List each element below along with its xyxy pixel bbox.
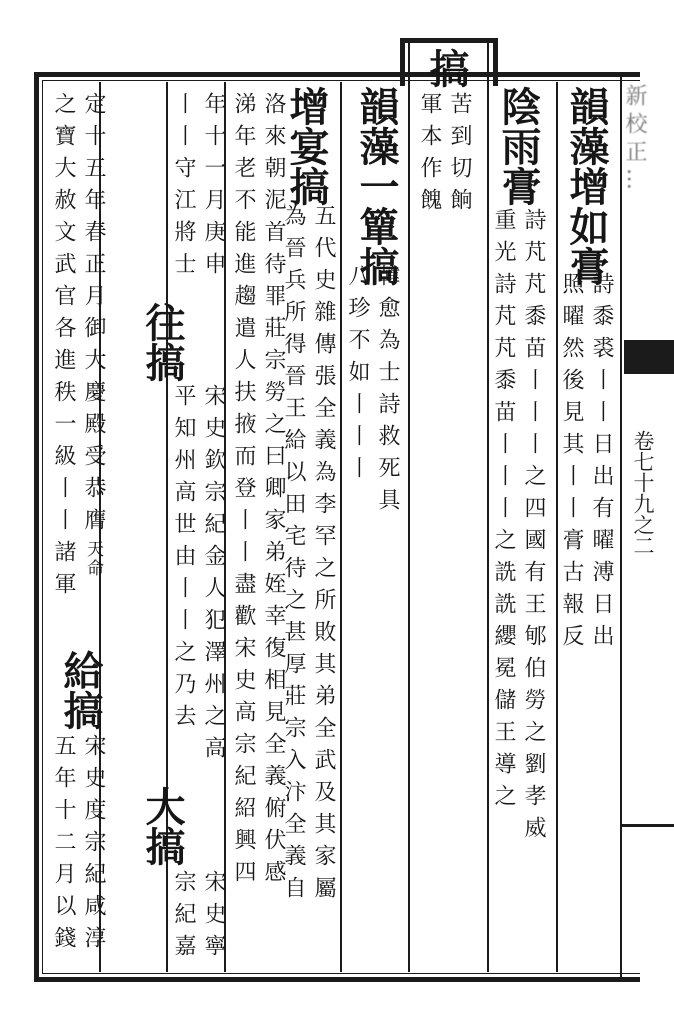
annotation-line: 五代史雜傳張全義為李罕之所敗其弟全武及其家屬 (311, 204, 336, 908)
annotation-line: 宋史寧 (201, 870, 226, 966)
entry-headword: 增宴搞 (283, 86, 330, 206)
margin-rule (620, 824, 674, 827)
annotation-line: 涕年老不能進趨遣人扶掖而登丨丨盡歡宋史高宗紀紹興四 (231, 92, 256, 892)
entry-headword: 韻藻一簞搞 (353, 86, 400, 286)
annotation-line: 重光詩芃芃黍苗丨丨丨之詵詵纓冕儲王導之 (491, 208, 516, 816)
annotation-line: 宗紀嘉 (171, 870, 196, 966)
annotation-line: 之寶大赦文武官各進秩一級丨丨諸軍 (51, 92, 76, 604)
entry-headword: 韻藻增如膏 (563, 86, 610, 286)
annotation-line: 宋史度宗紀咸淳 (81, 734, 106, 958)
column-divider (340, 82, 342, 972)
entry-annotation (168, 92, 228, 284)
annotation-line: 宋史欽宗紀金人犯澤州之高 (201, 384, 226, 768)
entry-headword: 往搞 (139, 302, 186, 382)
entry-annotation (488, 208, 548, 848)
entry-annotation (168, 870, 228, 966)
entry-annotation (556, 272, 616, 656)
annotation-line: 五年十二月以錢 (51, 734, 76, 958)
tab-headword: 搞 (423, 48, 470, 88)
entry-headword: 給搞 (57, 650, 104, 730)
entry-annotation (342, 264, 402, 520)
annotation-line: 洛來朝泥首待罪莊宗勞之曰卿家弟姪幸復相見全義俯伏感 (261, 92, 286, 892)
entry-headword: 陰雨膏 (495, 86, 542, 206)
entry-annotation (48, 92, 108, 604)
annotation-line: 八珍不如丨丨丨 (345, 264, 370, 488)
margin-header: 新校正… (622, 84, 647, 196)
annotation-line: 平知州高世由丨丨之乃去 (171, 384, 196, 736)
annotation-line: 軍本作餽 (417, 92, 442, 220)
annotation-line: 詩黍裘丨丨日出有曜溥日出 (589, 272, 614, 656)
juan-label: 卷七十九之二 (631, 430, 655, 556)
tab-annotation (414, 92, 474, 220)
fishtail-mark (624, 340, 674, 374)
annotation-line: 定十五年春正月御大慶殿受恭膺天命 (81, 92, 106, 578)
entry-headword: 大搞 (139, 786, 186, 866)
column-divider (408, 40, 410, 972)
entry-annotation (168, 384, 228, 768)
annotation-line: 韓愈為士詩救死具 (375, 264, 400, 520)
entry-annotation (48, 734, 108, 958)
annotation-line: 年十一月庚申 (201, 92, 226, 284)
annotation-line: 照曜然後見其丨丨膏古報反 (559, 272, 584, 656)
annotation-line: 丨丨守江將士 (171, 92, 196, 284)
annotation-line: 為晉兵所得晉王給以田宅待之甚厚莊宗入汴全義自 (281, 204, 306, 908)
annotation-line: 詩芃芃黍苗丨丨丨之四國有王郇伯勞之劉孝威 (521, 208, 546, 848)
annotation-line: 苦到切餉 (447, 92, 472, 220)
entry-annotation (228, 92, 288, 892)
